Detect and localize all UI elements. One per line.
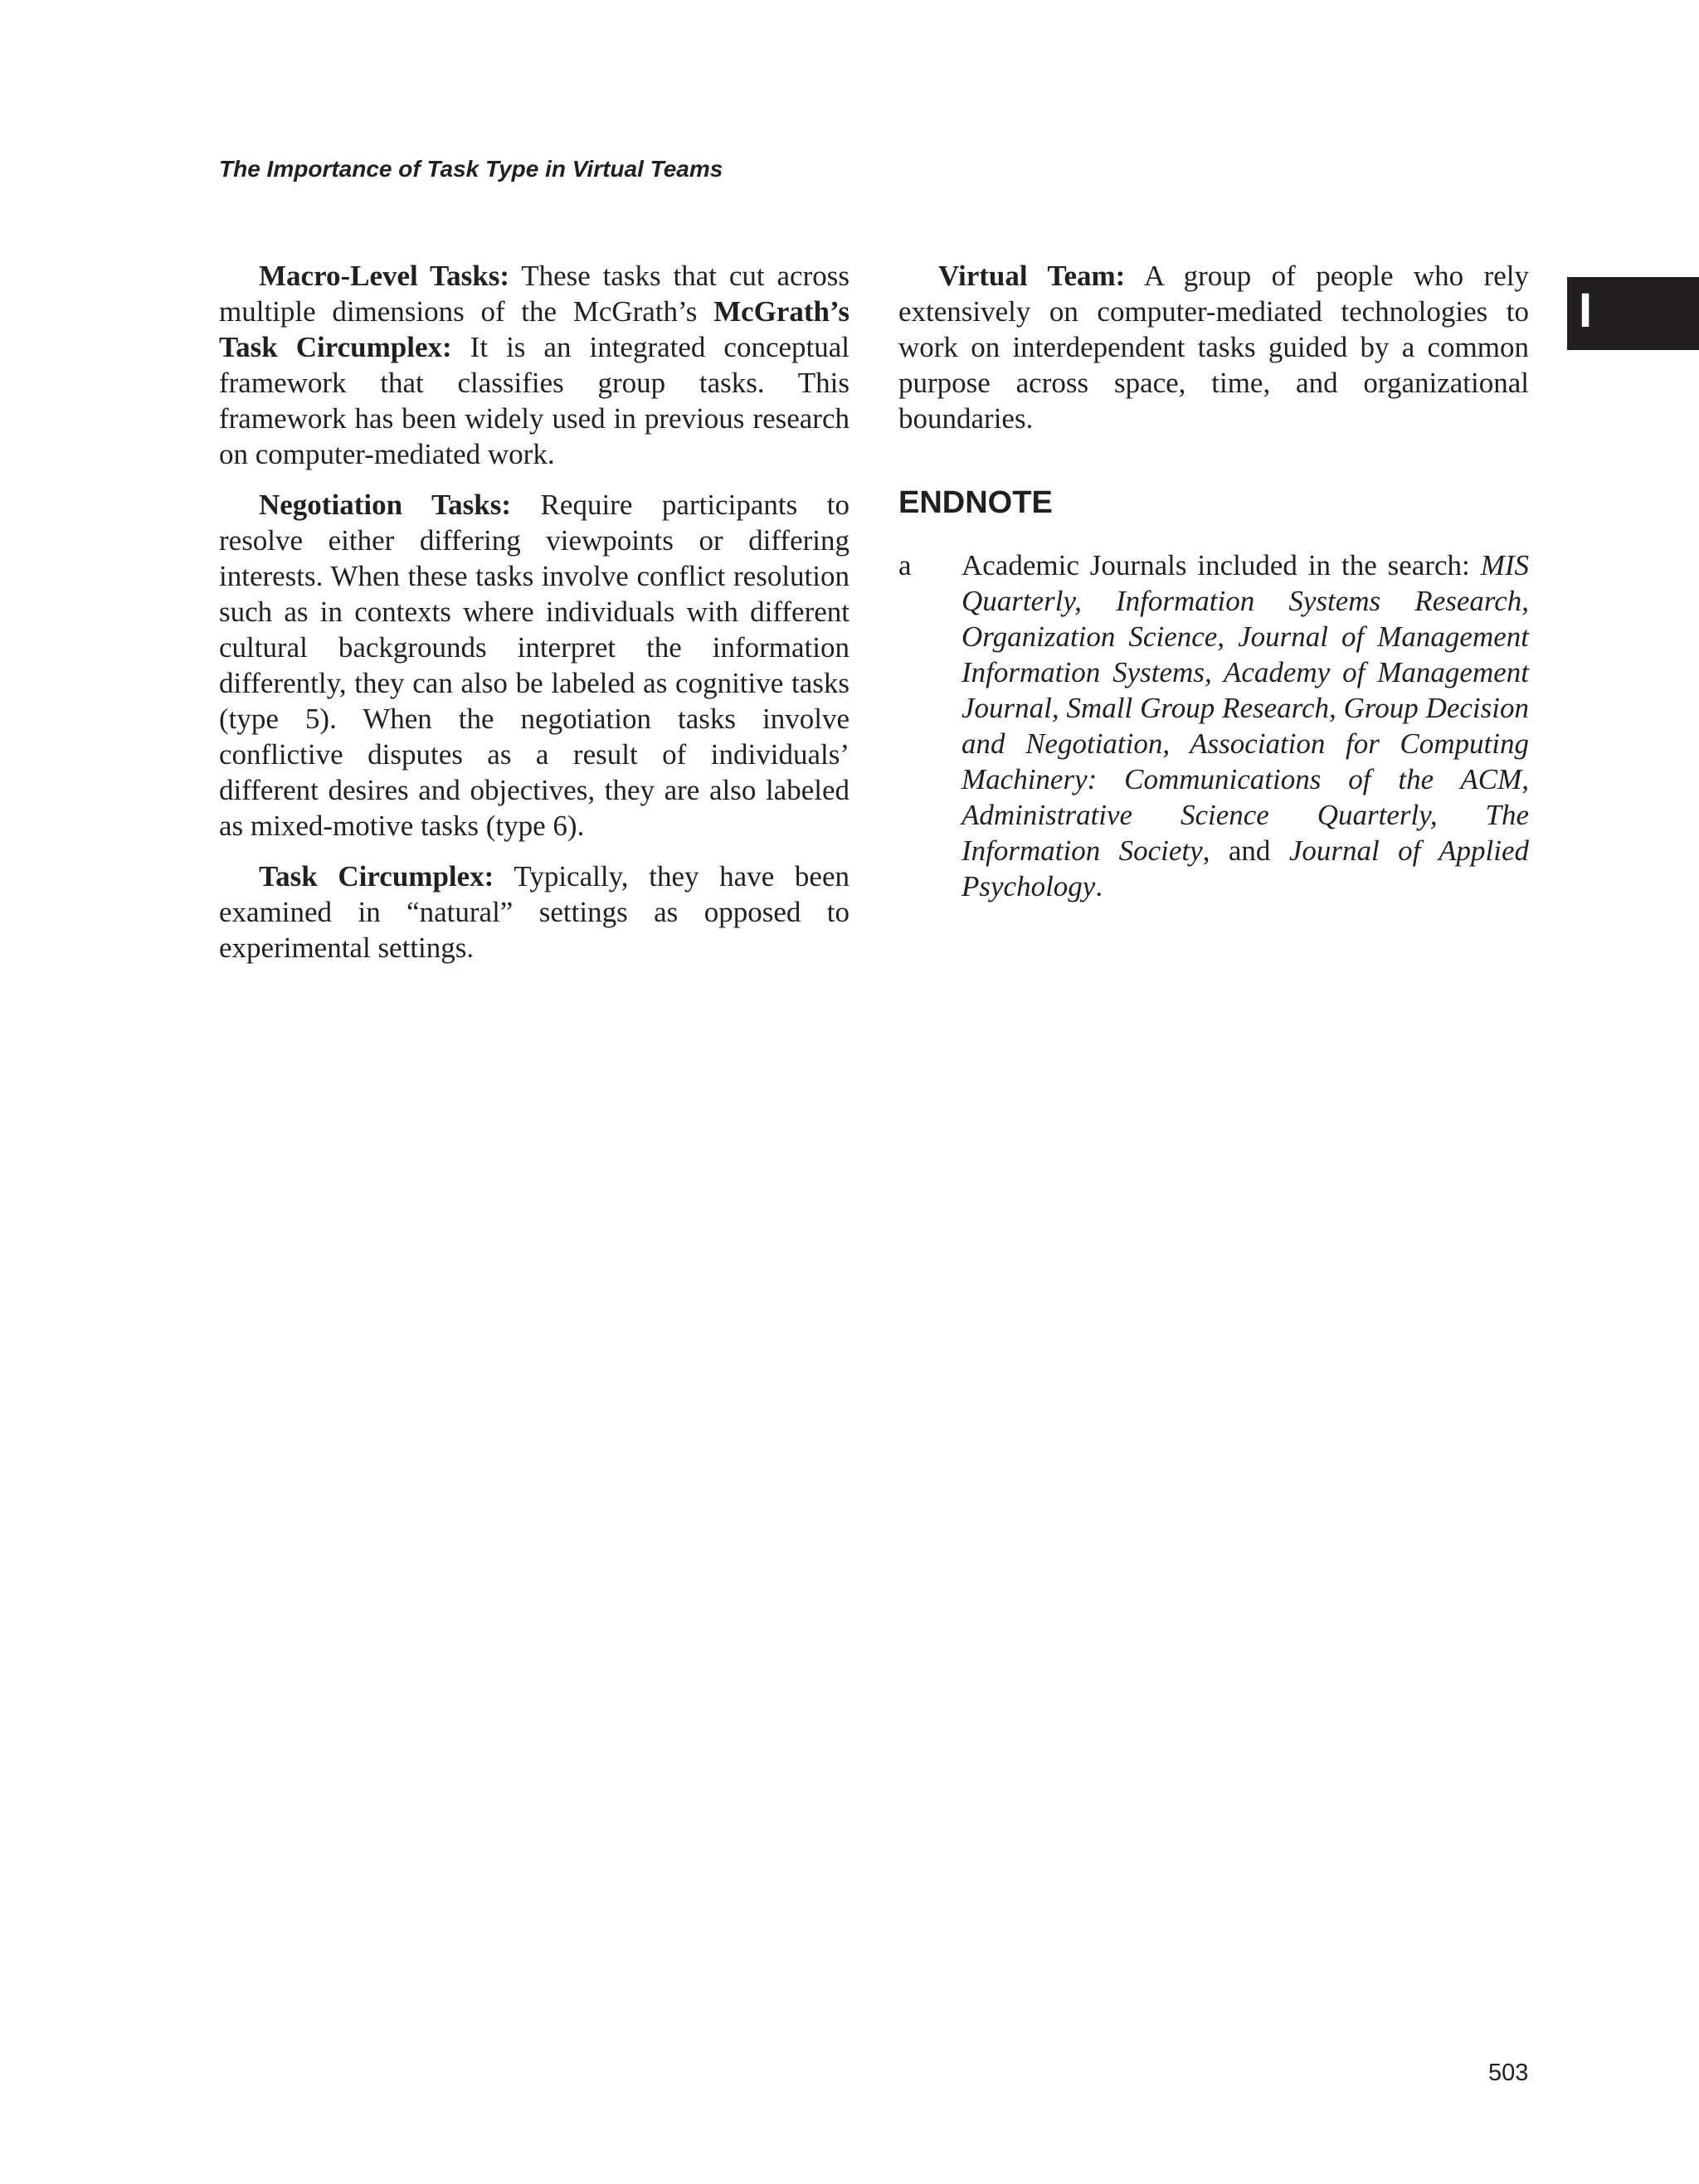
term-virtual-team: Virtual Team: <box>938 260 1126 292</box>
right-column <box>898 258 1529 904</box>
page-number: 503 <box>1488 2060 1529 2086</box>
section-thumb-tab <box>1567 277 1699 350</box>
endnote-marker: a <box>898 549 912 581</box>
definition-task-circumplex <box>219 859 850 966</box>
definition-text: Typically, they have been examined in “natural” settings as opposed to experimental settings. <box>219 860 850 964</box>
endnote-journal-list: MIS Quarterly, Information Systems Research, Organization Science, Journal of Management Information Systems, Academy of Management Journal, Small Group Research, Group Decision and Negotiation, Association for Computing Machinery: Communications of the ACM, Administrative Science Quarterly, The Information Society <box>961 549 1529 867</box>
definition-text: It is an integrated conceptual framework that classifies group tasks. This framework has been widely used in previous research on computer-mediated work. <box>219 331 850 470</box>
definition-negotiation-tasks <box>219 487 850 844</box>
definition-virtual-team <box>898 258 1529 436</box>
term-mcgraths-task-circumplex: McGrath’s Task Circumplex: <box>219 295 850 363</box>
term-negotiation-tasks: Negotiation Tasks: <box>259 489 511 521</box>
term-task-circumplex: Task Circumplex: <box>259 860 494 893</box>
definition-macro-level-tasks <box>219 258 850 472</box>
definition-text: Require participants to resolve either differing viewpoints or differing interests. When these tasks involve conflict resolution such as in contexts where individuals with different cultural backgrounds interpret the information differently, they can also be labeled as cognitive tasks (type 5). When the negotiation tasks involve conflictive disputes as a result of individuals’ different desires and objectives, they are also labeled as mixed-motive tasks (type 6). <box>219 489 850 842</box>
endnote-period: . <box>1095 870 1103 902</box>
endnote-heading: ENDNOTE <box>898 485 1053 520</box>
endnote-conjunction: , and <box>1202 834 1289 867</box>
left-column <box>219 258 850 980</box>
endnote-intro: Academic Journals included in the search: <box>961 549 1481 581</box>
running-head: The Importance of Task Type in Virtual Teams <box>219 156 723 182</box>
endnote-item <box>898 547 1529 904</box>
term-macro-level-tasks: Macro-Level Tasks: <box>259 260 509 292</box>
thumb-tab-letter: I <box>1579 284 1593 338</box>
endnote-body <box>961 547 1529 904</box>
endnote-last-journal: Journal of Applied Psychology <box>961 834 1529 902</box>
definition-text: These tasks that cut across multiple dimensions of the McGrath’s <box>219 260 850 328</box>
definition-text: A group of people who rely extensively on computer-mediated technologies to work on interdependent tasks guided by a common purpose across space, time, and organizational boundaries. <box>898 260 1529 435</box>
